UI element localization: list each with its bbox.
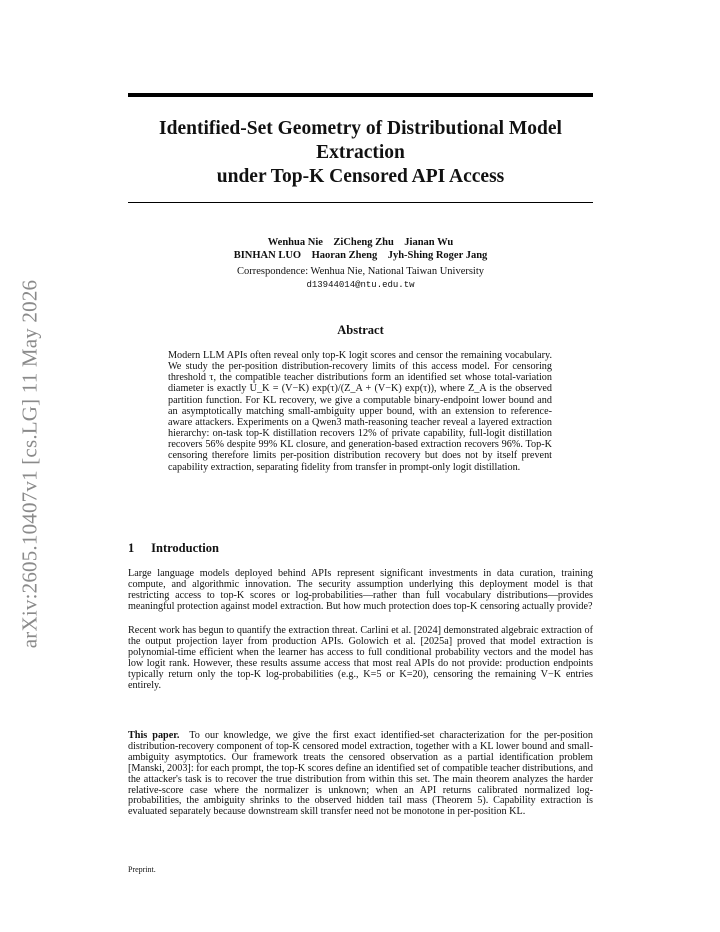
title-rule-top	[128, 93, 593, 97]
authors-line-1: Wenhua Nie ZiCheng Zhu Jianan Wu	[267, 237, 454, 248]
author-list	[128, 236, 593, 262]
arxiv-stamp	[16, 258, 44, 670]
section-number: 1	[128, 541, 135, 555]
intro-paragraph-2: Recent work has begun to quantify the extraction threat. Carlini et al. [2024] demonstrated algebraic extraction of the output projection layer from production APIs. Golowich et al. [2025a] proved that model extraction is polynomial-time efficient when the learner has access to full conditional probability vectors and the model has low logit rank. However, these results assume access that most real APIs do not provide: production endpoints typically return only the top-K log-probabilities (e.g., K=5 or K=20), censoring the remaining V−K entries entirely.	[128, 625, 593, 691]
correspondence: Correspondence: Wenhua Nie, National Taiwan University	[236, 266, 485, 277]
email-address: d13944014@ntu.edu.tw	[306, 280, 415, 290]
section-title: Introduction	[151, 541, 219, 555]
title-line-2: Extraction	[316, 142, 405, 163]
arxiv-stamp-text: arXiv:2605.10407v1 [cs.LG] 11 May 2026	[17, 279, 42, 649]
intro-paragraph-1: Large language models deployed behind APIs represent significant investments in data curation, training compute, and algorithmic innovation. The security assumption underlying this deployment model is that restricting access to top-K scores or log-probabilities—rather than full vocabulary distributions—provides meaningful protection against model extraction. But how much protection does top-K censoring actually provide?	[128, 568, 593, 612]
intro-paragraph-3	[128, 731, 593, 818]
preprint-footer: Preprint.	[128, 865, 156, 874]
abstract-text: Modern LLM APIs often reveal only top-K logit scores and censor the remaining vocabulary. We study the per-position distribution-recovery limits of this access model. For censoring threshold τ, the compatible teacher distributions form an identified set whose total-variation diameter is exactly U_K = (V−K) exp(τ)/(Z_A + (V−K) exp(τ)), where Z_A is the observed partition function. For KL recovery, we give a computable binary-endpoint lower bound and an asymptotically matching small-ambiguity upper bound, with an extension to reference-aware attackers. Experiments on a Qwen3 math-reasoning teacher reveal a layered extraction hierarchy: on-task top-K distillation recovers 12% of private capability, full-logit distillation recovers 56% despite 99% KL closure, and generation-based extraction recovers 96%. Top-K censoring therefore limits per-position distribution recovery but does not by itself prevent capability extraction, separating fidelity from transfer in prompt-only logit distillation.	[168, 350, 552, 473]
authors-line-2: BINHAN LUO Haoran Zheng Jyh-Shing Roger Jang	[233, 250, 488, 261]
paper-title	[128, 117, 593, 189]
section-heading	[128, 541, 219, 556]
paragraph-body: To our knowledge, we give the first exact identified-set characterization for the per-position distribution-recovery component of top-K censored model extraction, together with a KL lower bound and small-ambiguity asymptotics. Our framework treats the censored observation as a partial identification problem [Manski, 2003]: for each prompt, the top-K scores define an identified set of compatible teacher distributions, and the attacker's task is to recover the true distribution from within this set. The main theorem analyzes the harder relative-score case where the normalizer is unknown; when an API returns calibrated normalized log-probabilities, the ambiguity shrinks to the observed hidden tail mass (Theorem 5). Capability extraction is evaluated separately because downstream skill transfer need not be monotone in per-position KL.	[128, 730, 593, 818]
title-rule-bottom	[128, 202, 593, 203]
abstract-heading: Abstract	[337, 323, 384, 337]
paragraph-lead: This paper.	[128, 730, 180, 741]
title-line-3: under Top-K Censored API Access	[216, 166, 505, 187]
title-line-1: Identified-Set Geometry of Distributional Model	[159, 118, 562, 139]
